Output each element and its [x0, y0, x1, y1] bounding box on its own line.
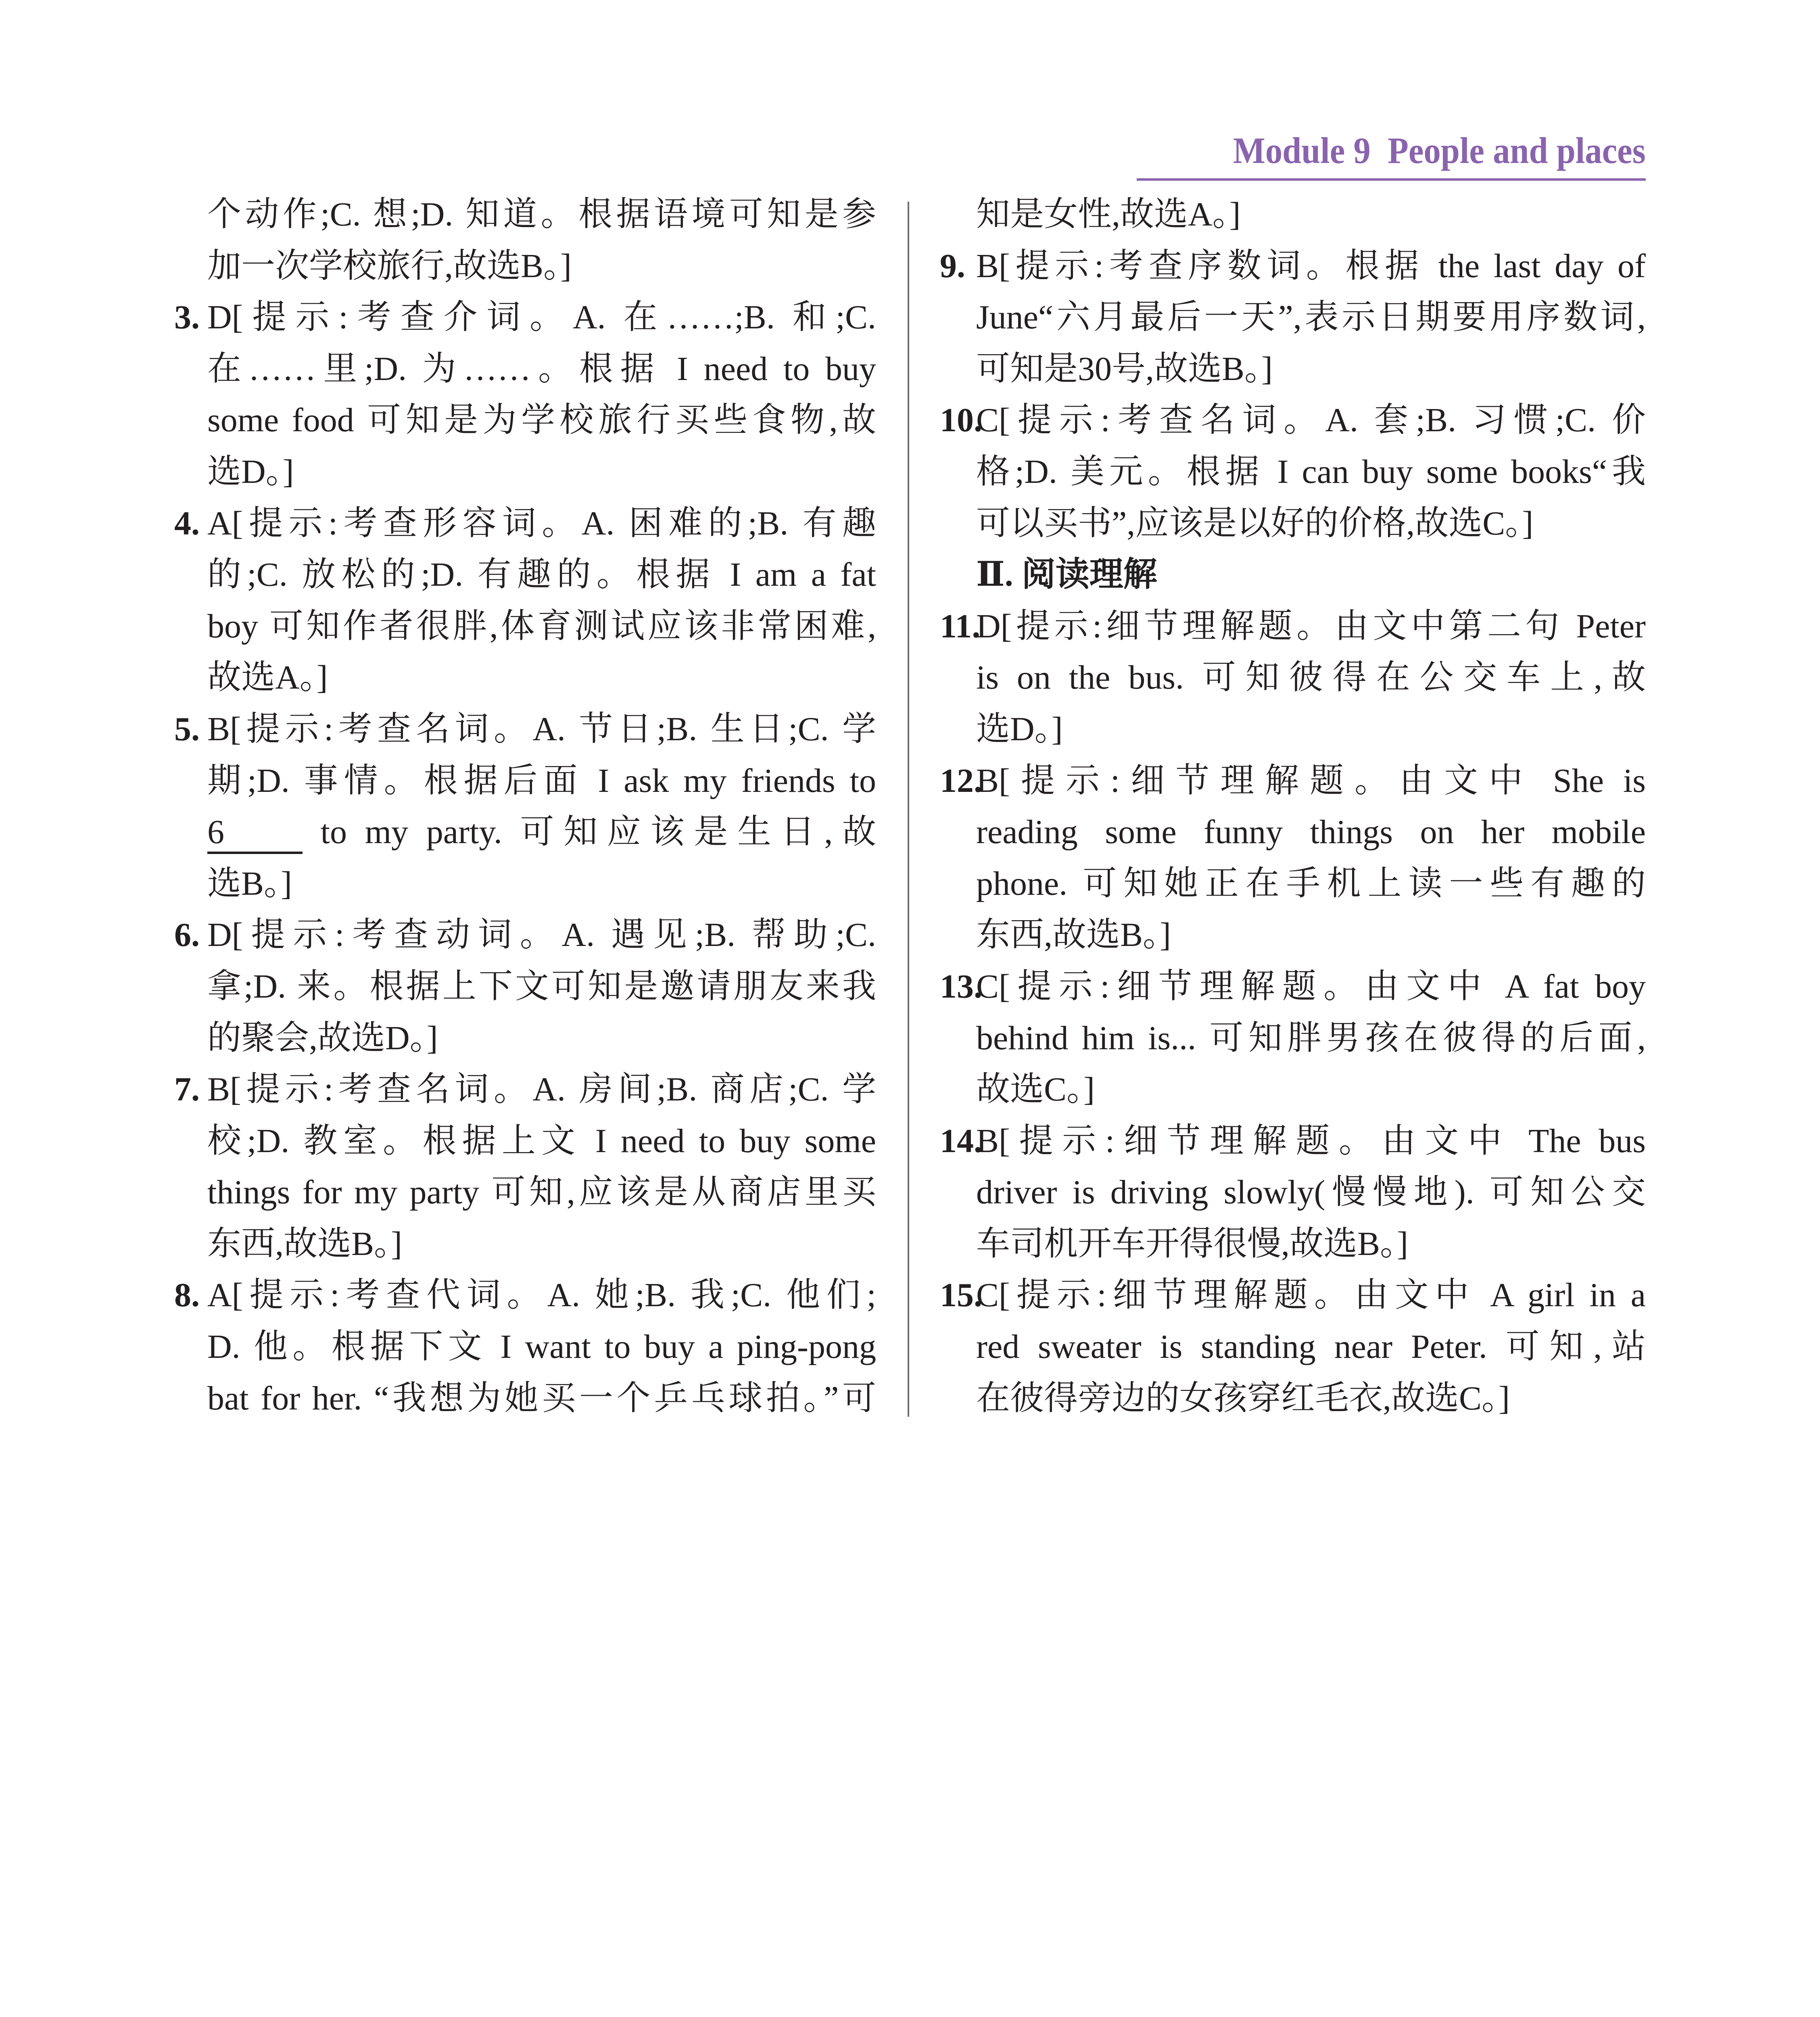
- question-number: 9.: [940, 247, 965, 285]
- answer-text: 拿;D. 来。根据上下文可知是邀请朋友来我: [207, 967, 876, 1005]
- answer-line: [174, 446, 876, 498]
- answer-item: [940, 189, 1646, 240]
- answer-text: A[提示:考查代词。A. 她;B. 我;C. 他们;: [207, 1276, 876, 1314]
- answer-text: June“六月最后一天”,表示日期要用序数词,: [976, 299, 1646, 336]
- question-number: 13.: [940, 967, 982, 1005]
- question-number: 8.: [174, 1276, 200, 1314]
- answer-line: [940, 806, 1646, 858]
- answer-item: [174, 498, 876, 704]
- blank-number: 6: [207, 813, 303, 854]
- answer-item: [940, 1269, 1646, 1424]
- answer-text: 的聚会,故选D。]: [207, 1019, 438, 1057]
- answer-text: B[提示:考查名词。A. 房间;B. 商店;C. 学: [207, 1071, 876, 1109]
- answer-item: [940, 1115, 1646, 1270]
- answer-text: some food 可知是为学校旅行买些食物,故: [207, 401, 876, 439]
- answer-text: 故选C。]: [976, 1071, 1095, 1109]
- answer-line: [940, 1013, 1646, 1064]
- answer-line: [940, 240, 1646, 292]
- answer-text: driver is driving slowly(慢慢地). 可知公交: [976, 1173, 1646, 1211]
- answer-line: [174, 1115, 876, 1167]
- answer-item: [174, 909, 876, 1064]
- answer-text: [207, 806, 876, 858]
- answer-line: [940, 189, 1646, 240]
- answer-line: [940, 1115, 1646, 1167]
- question-number: 3.: [174, 299, 200, 336]
- answer-line: [940, 1064, 1646, 1115]
- answer-line: [174, 961, 876, 1013]
- answer-text: bat for her. “我想为她买一个乒乓球拍。”可: [207, 1379, 876, 1417]
- question-number: 12.: [940, 762, 982, 800]
- right-column: [940, 189, 1646, 1424]
- answer-line: [940, 292, 1646, 343]
- answer-line: [174, 240, 876, 292]
- answer-line: [174, 498, 876, 549]
- question-number: 6.: [174, 916, 200, 954]
- answer-line: [940, 704, 1646, 755]
- answer-text: 个动作;C. 想;D. 知道。根据语境可知是参: [207, 196, 876, 233]
- answer-text: 加一次学校旅行,故选B。]: [207, 247, 572, 285]
- answer-text: C[提示:细节理解题。由文中 A girl in a: [976, 1276, 1646, 1314]
- answer-line: [174, 704, 876, 755]
- answer-text: 校;D. 教室。根据上文 I need to buy some: [207, 1122, 876, 1160]
- answer-line: [174, 755, 876, 807]
- answer-text: 知是女性,故选A。]: [976, 196, 1241, 233]
- answer-text: 的;C. 放松的;D. 有趣的。根据 I am a fat: [207, 556, 876, 594]
- answer-line: [940, 1373, 1646, 1424]
- answer-text: is on the bus. 可知彼得在公交车上,故: [976, 659, 1646, 697]
- answer-line: [174, 189, 876, 240]
- answer-line: [174, 652, 876, 704]
- answer-line: [174, 292, 876, 343]
- question-number: 11.: [940, 607, 981, 645]
- answer-text: 东西,故选B。]: [976, 916, 1171, 954]
- answer-text: A[提示:考查形容词。A. 困难的;B. 有趣: [207, 504, 876, 542]
- answer-text: 故选A。]: [207, 659, 328, 697]
- answer-line: [940, 498, 1646, 549]
- answer-text: behind him is... 可知胖男孩在彼得的后面,: [976, 1019, 1646, 1057]
- answer-line: [174, 343, 876, 395]
- answer-text: 东西,故选B。]: [207, 1225, 403, 1263]
- answer-line: [940, 1167, 1646, 1218]
- answer-line: [940, 909, 1646, 961]
- answer-line: [174, 1013, 876, 1064]
- answer-text: B[提示:细节理解题。由文中 She is: [976, 762, 1646, 800]
- answer-line: [174, 1167, 876, 1218]
- answer-text-segment: to my party. 可知应该是生日,故: [303, 813, 876, 851]
- answer-item: [174, 1269, 876, 1424]
- answer-line: [174, 806, 876, 858]
- answer-line: [940, 858, 1646, 910]
- answer-item: [940, 240, 1646, 395]
- answer-line: [174, 1269, 876, 1321]
- section-heading-text: Ⅱ. 阅读理解: [976, 556, 1157, 594]
- answer-line: [940, 601, 1646, 652]
- column-divider: [908, 202, 909, 1417]
- answer-text: reading some funny things on her mobile: [976, 813, 1646, 851]
- module-title: Module 9 People and places: [1233, 130, 1646, 171]
- answer-line: [174, 1218, 876, 1270]
- answer-item: [174, 189, 876, 292]
- title-underline: [1137, 178, 1646, 181]
- answer-text: 在……里;D. 为……。根据 I need to buy: [207, 350, 876, 388]
- answer-item: [174, 292, 876, 497]
- answer-line: [174, 395, 876, 446]
- answer-text: C[提示:细节理解题。由文中 A fat boy: [976, 967, 1646, 1005]
- answer-text: 在彼得旁边的女孩穿红毛衣,故选C。]: [976, 1379, 1510, 1417]
- answer-line: [174, 549, 876, 601]
- question-number: 15.: [940, 1276, 982, 1314]
- answer-line: [940, 1218, 1646, 1270]
- answer-text: C[提示:考查名词。A. 套;B. 习惯;C. 价: [976, 401, 1646, 439]
- answer-line: [174, 858, 876, 910]
- answer-text: 选D。]: [207, 453, 294, 491]
- answer-text: 期;D. 事情。根据后面 I ask my friends to: [207, 762, 876, 800]
- answer-text: D. 他。根据下文 I want to buy a ping-pong: [207, 1328, 876, 1366]
- answer-text: D[提示:考查介词。A. 在……;B. 和;C.: [207, 299, 876, 336]
- left-column: [174, 189, 876, 1424]
- answer-line: [174, 1321, 876, 1373]
- answer-line: [940, 755, 1646, 807]
- answer-line: [940, 343, 1646, 395]
- answer-text: 可以买书”,应该是以好的价格,故选C。]: [976, 504, 1534, 542]
- answer-text: 选B。]: [207, 864, 292, 902]
- answer-line: [940, 652, 1646, 704]
- answer-text: things for my party 可知,应该是从商店里买: [207, 1173, 876, 1211]
- question-number: 5.: [174, 710, 200, 748]
- answer-item: [940, 755, 1646, 961]
- answer-item: [940, 395, 1646, 549]
- answer-text: B[提示:细节理解题。由文中 The bus: [976, 1122, 1646, 1160]
- question-number: 14.: [940, 1122, 982, 1160]
- answer-text: 可知是30号,故选B。]: [976, 350, 1273, 388]
- answer-text: B[提示:考查序数词。根据 the last day of: [976, 247, 1646, 285]
- answer-line: [940, 961, 1646, 1013]
- answer-text: phone. 可知她正在手机上读一些有趣的: [976, 864, 1646, 902]
- question-number: 4.: [174, 504, 200, 542]
- answer-text: B[提示:考查名词。A. 节日;B. 生日;C. 学: [207, 710, 876, 748]
- answer-line: [940, 1321, 1646, 1373]
- answer-text: D[提示:考查动词。A. 遇见;B. 帮助;C.: [207, 916, 876, 954]
- answer-text: boy 可知作者很胖,体育测试应该非常困难,: [207, 607, 876, 645]
- answer-item: [174, 704, 876, 909]
- answer-item: [940, 961, 1646, 1115]
- answer-text: 格;D. 美元。根据 I can buy some books“我: [976, 453, 1646, 491]
- section-heading: [940, 549, 1646, 601]
- answer-text: 车司机开车开得很慢,故选B。]: [976, 1225, 1409, 1263]
- answer-text: red sweater is standing near Peter. 可知,站: [976, 1328, 1646, 1366]
- answer-line: [174, 1064, 876, 1115]
- answer-item: [940, 601, 1646, 755]
- question-number: 10.: [940, 401, 982, 439]
- answer-line: [174, 601, 876, 652]
- answer-line: [940, 446, 1646, 498]
- answer-text: 选D。]: [976, 710, 1063, 748]
- answer-line: [940, 395, 1646, 446]
- question-number: 7.: [174, 1071, 200, 1109]
- answer-line: [174, 909, 876, 961]
- answer-line: [940, 1269, 1646, 1321]
- answer-line: [174, 1373, 876, 1424]
- answer-item: [174, 1064, 876, 1269]
- answer-text: D[提示:细节理解题。由文中第二句 Peter: [976, 607, 1646, 645]
